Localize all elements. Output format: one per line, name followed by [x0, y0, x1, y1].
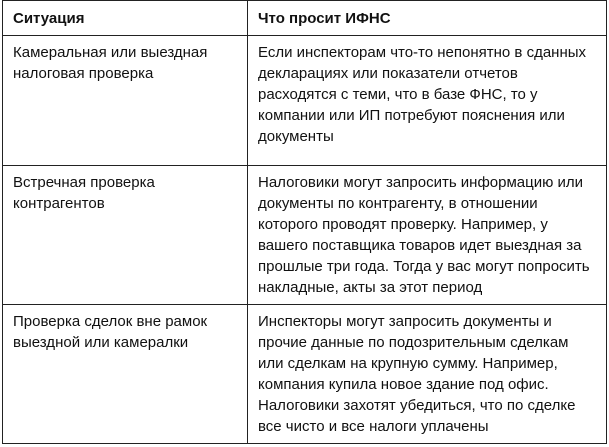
tax-inspection-table	[2, 0, 607, 444]
header-situation: Ситуация	[3, 1, 248, 36]
situation-cell: Встречная проверка контрагентов	[3, 166, 248, 305]
request-cell: Если инспекторам что-то непонятно в сданных декларациях или показатели отчетов расходятся с теми, что в базе ФНС, то у компании или ИП потребуют пояснения или документы	[248, 36, 607, 166]
request-cell: Инспекторы могут запросить документы и прочие данные по подозрительным сделкам или сделкам на крупную сумму. Например, компания купила новое здание под офис. Налоговики захотят убедиться, что по сделке все чисто и все налоги уплачены	[248, 305, 607, 444]
table-header-row	[3, 1, 607, 36]
situation-cell: Камеральная или выездная налоговая проверка	[3, 36, 248, 166]
table-row	[3, 36, 607, 166]
header-request: Что просит ИФНС	[248, 1, 607, 36]
request-cell: Налоговики могут запросить информацию или документы по контрагенту, в отношении которого проводят проверку. Например, у вашего поставщика товаров идет выездная за прошлые три года. Тогда у вас могут попросить накладные, акты за этот период	[248, 166, 607, 305]
table-row	[3, 305, 607, 444]
situation-cell: Проверка сделок вне рамок выездной или камералки	[3, 305, 248, 444]
table-row	[3, 166, 607, 305]
